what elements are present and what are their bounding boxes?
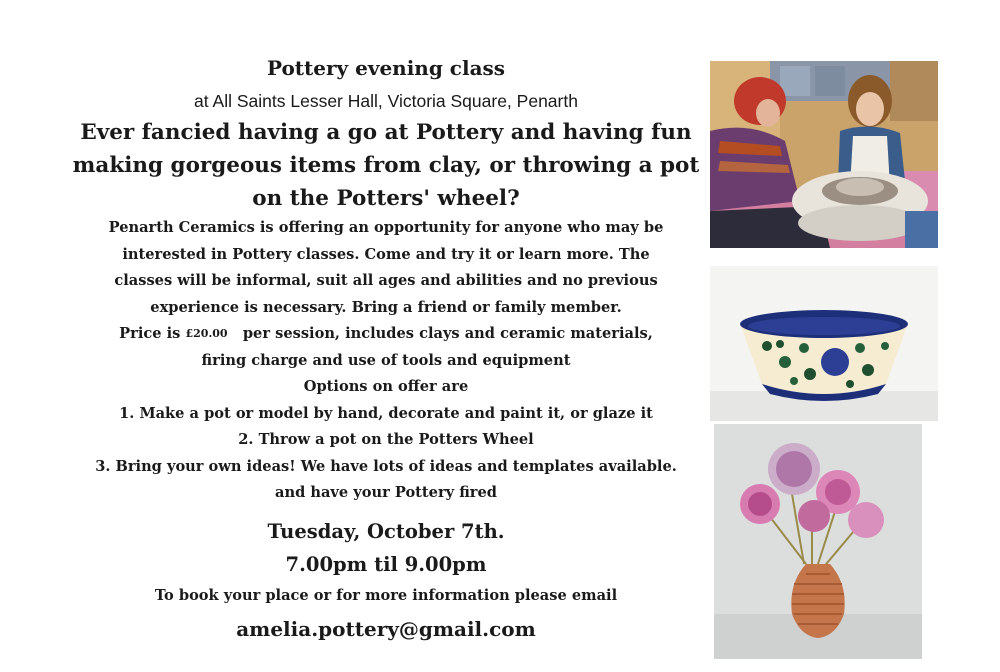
headline-line-3: on the Potters' wheel? bbox=[252, 186, 520, 211]
options-heading: Options on offer are bbox=[303, 378, 469, 395]
booking-text: To book your place or for more information please email bbox=[154, 586, 618, 604]
price-line-2: firing charge and use of tools and equipment bbox=[201, 351, 571, 369]
pottery-wheel-photo bbox=[710, 61, 938, 248]
option-3: 3. Bring your own ideas! We have lots of ideas and templates available. bbox=[95, 457, 677, 475]
price-suffix: per session, includes clays and ceramic materials, bbox=[242, 325, 653, 342]
pottery-wheel-illustration bbox=[710, 61, 938, 248]
description-line-3: classes will be informal, suit all ages and abilities and no previous bbox=[114, 272, 658, 289]
option-2: 2. Throw a pot on the Potters Wheel bbox=[238, 431, 534, 448]
class-date: Tuesday, October 7th. bbox=[267, 519, 505, 543]
description-line-1: Penarth Ceramics is offering an opportunity for anyone who may be bbox=[108, 219, 664, 236]
class-time: 7.00pm til 9.00pm bbox=[285, 552, 487, 576]
flyer-venue: at All Saints Lesser Hall, Victoria Square, Penarth bbox=[194, 91, 578, 111]
contact-email: amelia.pottery@gmail.com bbox=[236, 616, 536, 641]
price-amount: £20.00 bbox=[185, 327, 228, 340]
flyer-text-block bbox=[70, 50, 702, 647]
option-1: 1. Make a pot or model by hand, decorate and paint it, or glaze it bbox=[119, 404, 653, 422]
options-footer: and have your Pottery fired bbox=[275, 484, 497, 501]
flower-vase-illustration bbox=[714, 424, 922, 659]
flower-vase-photo bbox=[714, 424, 922, 659]
description-line-4: experience is necessary. Bring a friend or family member. bbox=[150, 298, 622, 316]
flyer-title: Pottery evening class bbox=[266, 56, 506, 80]
polka-dot-bowl-photo bbox=[710, 266, 938, 421]
headline-line-1: Ever fancied having a go at Pottery and having fun bbox=[80, 120, 692, 145]
description-line-2: interested in Pottery classes. Come and try it or learn more. The bbox=[122, 245, 650, 263]
polka-dot-bowl-illustration bbox=[710, 266, 938, 421]
price-prefix: Price is bbox=[119, 325, 181, 342]
price-line bbox=[70, 321, 702, 348]
headline-line-2: making gorgeous items from clay, or throwing a pot bbox=[72, 153, 700, 178]
